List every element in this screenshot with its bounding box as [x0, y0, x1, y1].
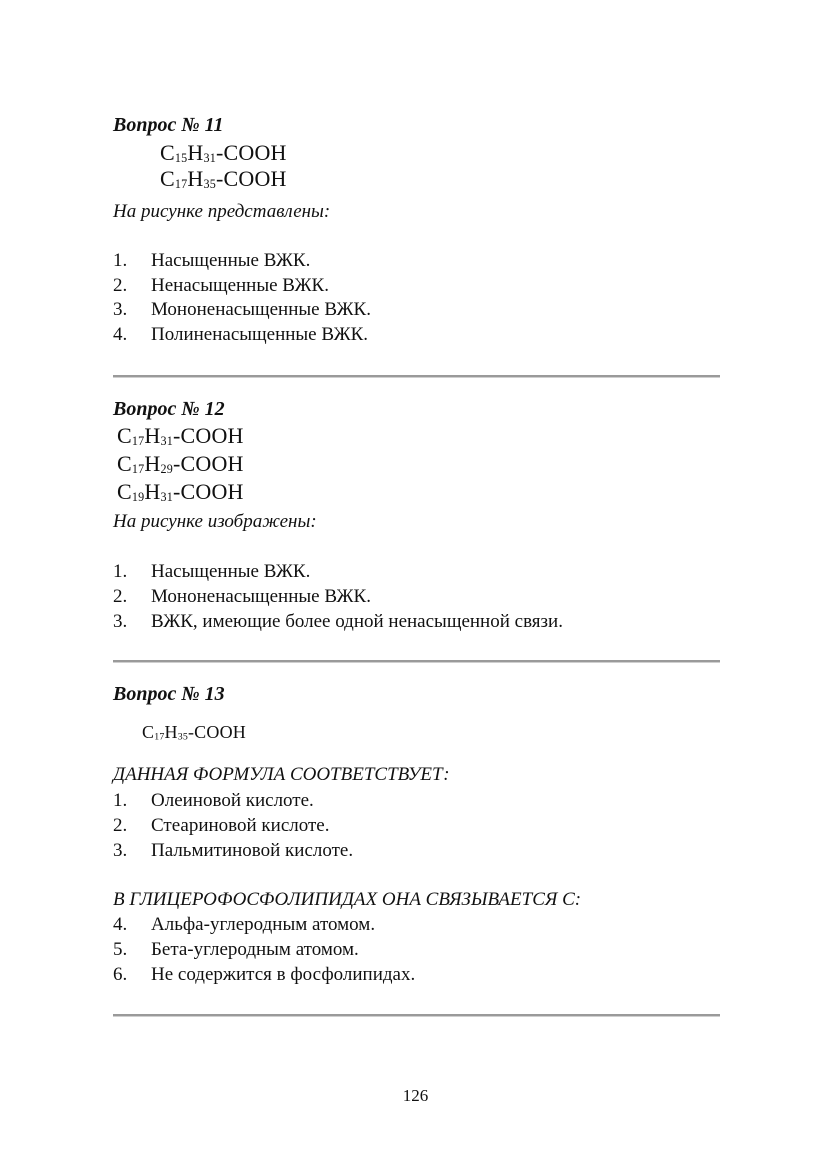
formula-line: $C_{19}H_{31}$-COOH [117, 479, 244, 504]
answer-option: 1. Олеиновой кислоте. [113, 790, 314, 811]
answer-option: 2. Мононенасыщенные ВЖК. [113, 586, 371, 607]
question-12-title: Вопрос № 12 [113, 398, 225, 420]
section-divider [113, 375, 720, 378]
answer-option: 3. Пальмитиновой кислоте. [113, 840, 354, 861]
answer-option: 1. Насыщенные ВЖК. [113, 561, 311, 582]
question-11-title: Вопрос № 11 [113, 114, 224, 136]
question-13-prompt-2: В ГЛИЦЕРОФОСФОЛИПИДАХ ОНА СВЯЗЫВАЕТСЯ С: [113, 889, 582, 910]
section-divider [113, 1014, 720, 1017]
answer-option: 3. Мононенасыщенные ВЖК. [113, 299, 371, 320]
question-12-prompt: На рисунке изображены: [113, 511, 317, 532]
formula-line: $C_{17}H_{31}$-COOH [117, 423, 244, 448]
formula-line: $C_{17}H_{35}$-COOH [142, 722, 246, 743]
question-13-title: Вопрос № 13 [113, 683, 225, 705]
answer-option: 2. Стеариновой кислоте. [113, 815, 330, 836]
formula-line: $C_{17}H_{29}$-COOH [117, 451, 244, 476]
answer-option: 4. Полиненасыщенные ВЖК. [113, 324, 369, 345]
section-divider [113, 660, 720, 663]
question-11-prompt: На рисунке представлены: [113, 201, 331, 222]
page-number: 126 [402, 1086, 429, 1105]
answer-option: 3. ВЖК, имеющие более одной ненасыщенной связи. [113, 611, 563, 632]
answer-option: 5. Бета-углеродным атомом. [113, 939, 359, 960]
answer-option: 4. Альфа-углеродным атомом. [113, 914, 376, 935]
formula-line: $C_{15}H_{31}$-COOH [160, 140, 287, 165]
question-13-prompt: ДАННАЯ ФОРМУЛА СООТВЕТСТВУЕТ: [113, 764, 450, 785]
answer-option: 1. Насыщенные ВЖК. [113, 250, 311, 271]
answer-option: 2. Ненасыщенные ВЖК. [113, 275, 329, 296]
formula-line: $C_{17}H_{35}$-COOH [160, 166, 287, 191]
answer-option: 6. Не содержится в фосфолипидах. [113, 964, 416, 985]
